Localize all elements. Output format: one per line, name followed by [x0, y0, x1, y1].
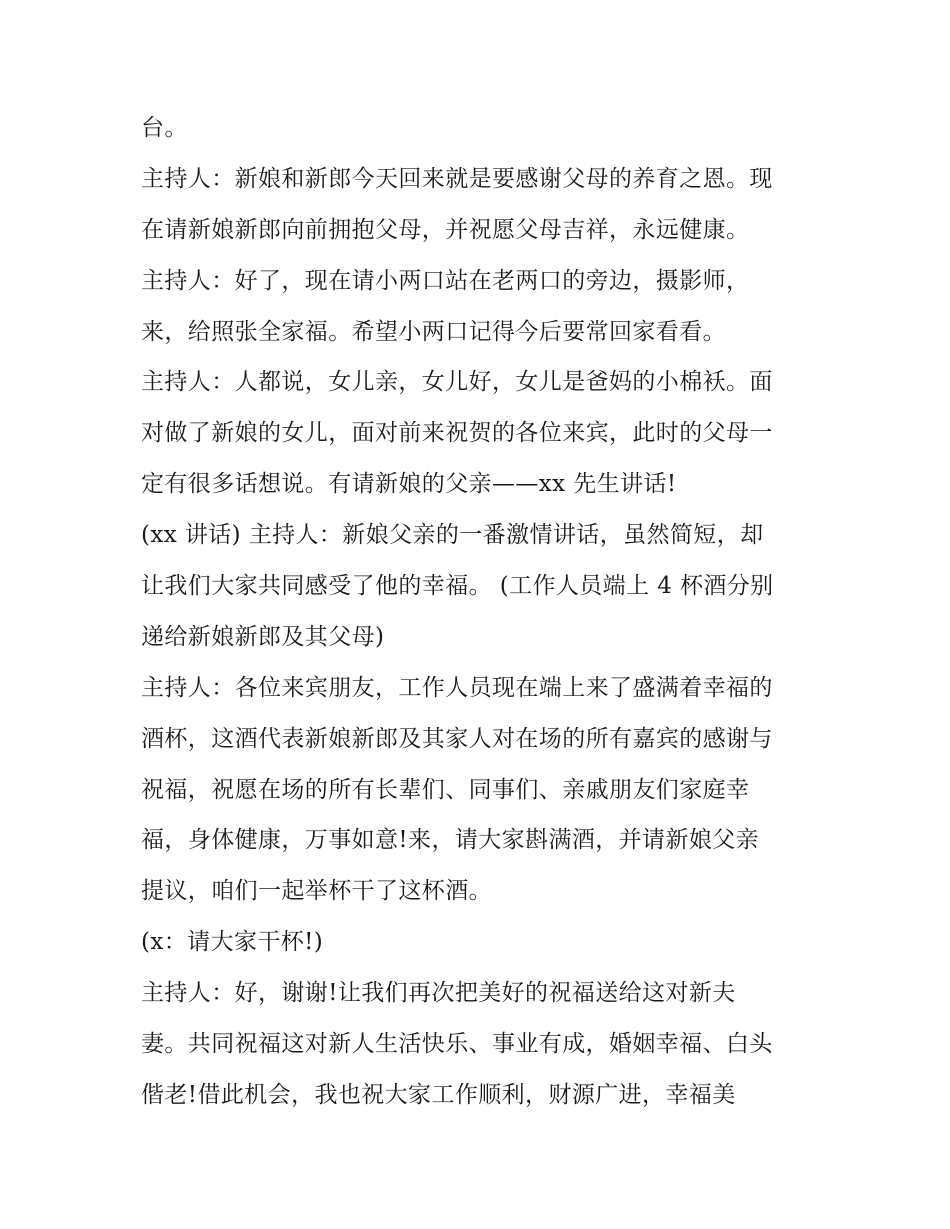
text-line: 在请新娘新郎向前拥抱父母，并祝愿父母吉祥，永远健康。	[141, 216, 750, 243]
text-line: 让我们大家共同感受了他的幸福。 (工作人员端上 4 杯酒分别	[141, 573, 774, 600]
text-line: 来，给照张全家福。希望小两口记得今后要常回家看看。	[141, 318, 726, 345]
text-line: 定有很多话想说。有请新娘的父亲——xx 先生讲话!	[141, 471, 677, 498]
text-line: 妻。共同祝福这对新人生活快乐、事业有成，婚姻幸福、白头	[141, 1031, 773, 1058]
text-line: (x：请大家干杯!)	[141, 929, 324, 956]
text-line: 主持人：各位来宾朋友，工作人员现在端上来了盛满着幸福的	[141, 674, 773, 701]
text-line: 偕老!借此机会，我也祝大家工作顺利，财源广进，幸福美	[141, 1081, 736, 1108]
text-line: 酒杯，这酒代表新娘新郎及其家人对在场的所有嘉宾的感谢与	[141, 725, 773, 752]
text-line: 对做了新娘的女儿，面对前来祝贺的各位来宾，此时的父母一	[141, 420, 773, 447]
text-line: 递给新娘新郎及其父母)	[141, 623, 385, 650]
text-line: 祝福，祝愿在场的所有长辈们、同事们、亲戚朋友们家庭幸	[141, 776, 750, 803]
text-line: 主持人：人都说，女儿亲，女儿好，女儿是爸妈的小棉袄。面	[141, 369, 773, 396]
text-line: 主持人：新娘和新郎今天回来就是要感谢父母的养育之恩。现	[141, 165, 773, 192]
text-line: (xx 讲话) 主持人：新娘父亲的一番激情讲话，虽然简短，却	[141, 522, 764, 549]
text-line: 主持人：好，谢谢!让我们再次把美好的祝福送给这对新夫	[141, 980, 736, 1007]
text-line: 台。	[141, 115, 188, 141]
text-line: 提议，咱们一起举杯干了这杯酒。	[141, 878, 492, 905]
text-line: 福，身体健康，万事如意!来，请大家斟满酒，并请新娘父亲	[141, 827, 760, 854]
document-body	[141, 103, 821, 1121]
text-line: 主持人：好了，现在请小两口站在老两口的旁边，摄影师，	[141, 267, 750, 294]
